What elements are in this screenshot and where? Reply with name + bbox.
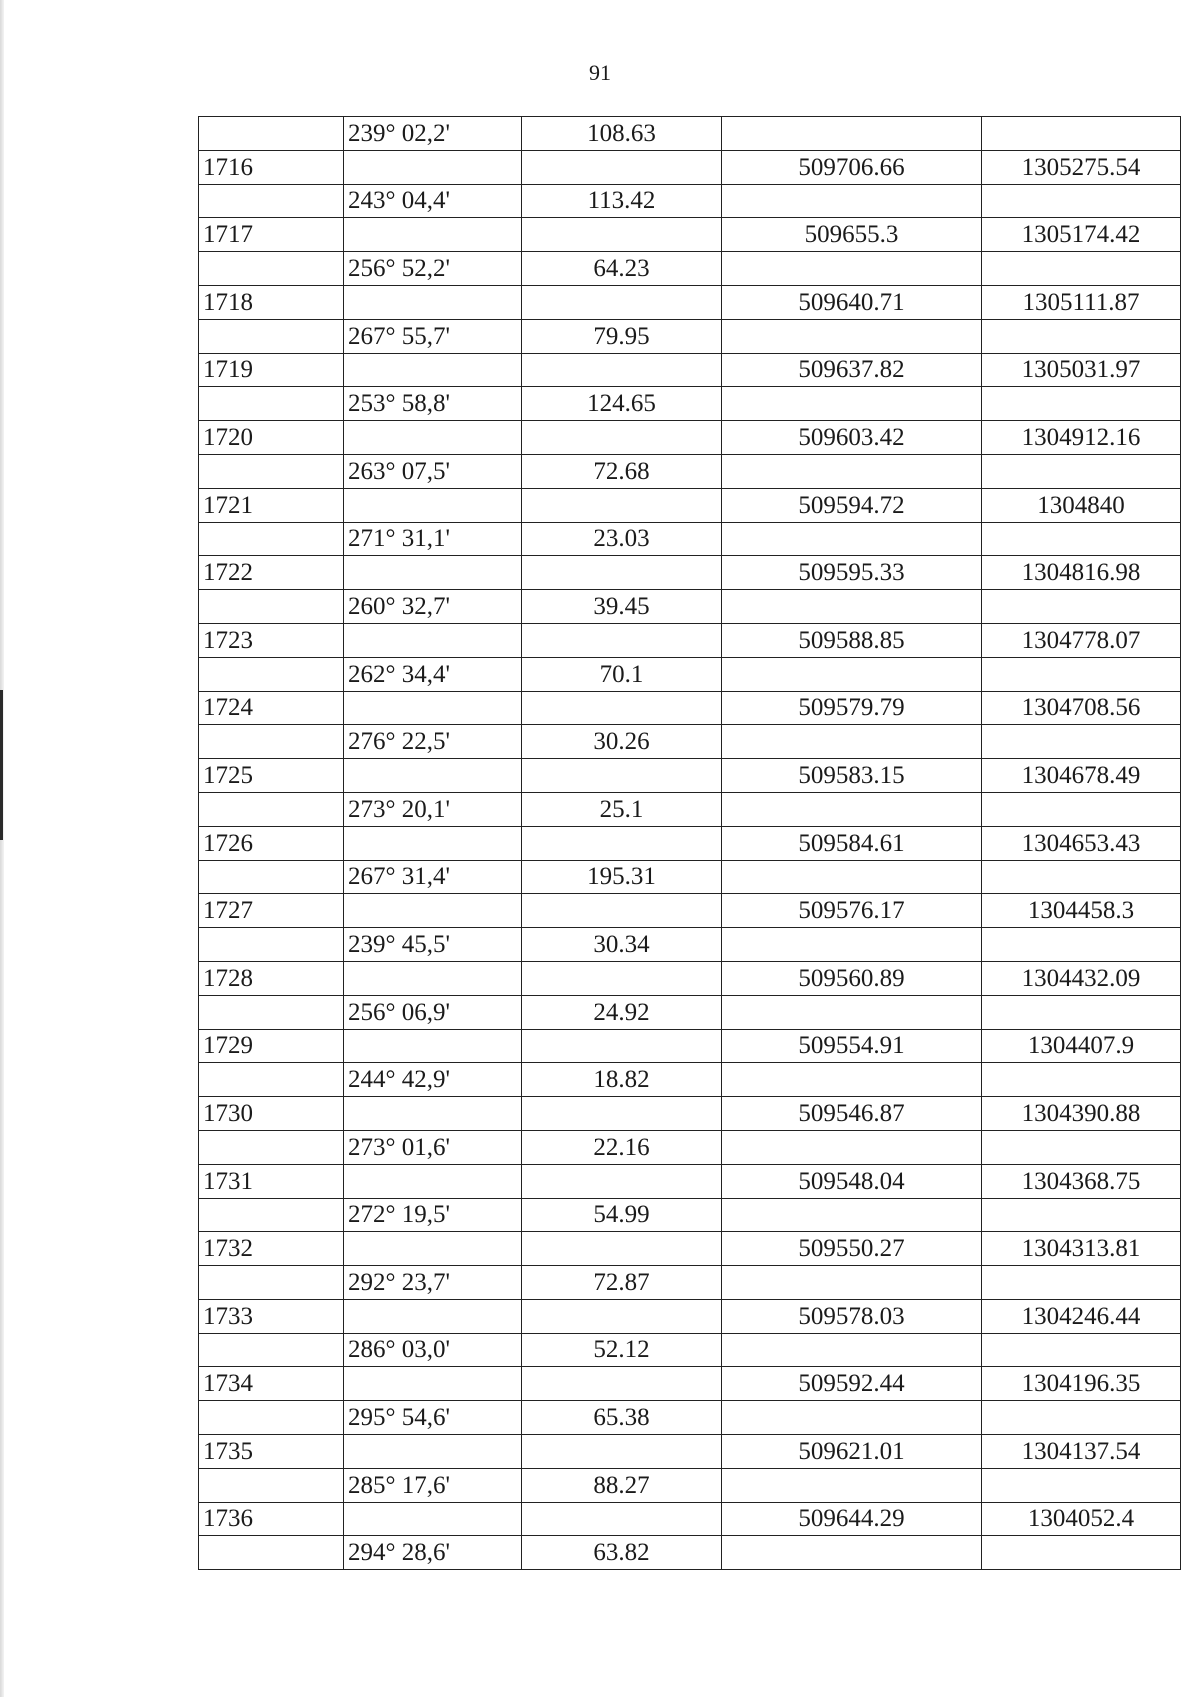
point-number-cell: 1730 — [199, 1097, 344, 1131]
table-row — [199, 1435, 1181, 1469]
direction-angle-cell — [344, 150, 522, 184]
direction-angle-cell — [344, 1232, 522, 1266]
x-coordinate-cell: 509640.71 — [722, 285, 982, 319]
x-coordinate-cell: 509579.79 — [722, 691, 982, 725]
direction-angle-cell — [344, 353, 522, 387]
table-row — [199, 657, 1181, 691]
direction-angle-cell — [344, 1164, 522, 1198]
y-coordinate-cell: 1304407.9 — [982, 1029, 1181, 1063]
point-number-cell — [199, 1468, 344, 1502]
distance-cell — [522, 1435, 722, 1469]
direction-angle-cell: 273° 20,1' — [344, 792, 522, 826]
table-row — [199, 285, 1181, 319]
distance-cell — [522, 623, 722, 657]
y-coordinate-cell — [982, 1401, 1181, 1435]
x-coordinate-cell — [722, 454, 982, 488]
y-coordinate-cell: 1304708.56 — [982, 691, 1181, 725]
direction-angle-cell: 272° 19,5' — [344, 1198, 522, 1232]
point-number-cell — [199, 590, 344, 624]
direction-angle-cell: 273° 01,6' — [344, 1130, 522, 1164]
direction-angle-cell: 276° 22,5' — [344, 725, 522, 759]
y-coordinate-cell — [982, 1063, 1181, 1097]
table-row — [199, 1367, 1181, 1401]
y-coordinate-cell: 1304137.54 — [982, 1435, 1181, 1469]
distance-cell — [522, 1299, 722, 1333]
page-number: 91 — [589, 60, 611, 85]
distance-cell: 22.16 — [522, 1130, 722, 1164]
x-coordinate-cell — [722, 1468, 982, 1502]
y-coordinate-cell — [982, 1198, 1181, 1232]
y-coordinate-cell — [982, 860, 1181, 894]
table-row — [199, 556, 1181, 590]
x-coordinate-cell — [722, 1130, 982, 1164]
direction-angle-cell: 256° 52,2' — [344, 252, 522, 286]
x-coordinate-cell: 509583.15 — [722, 759, 982, 793]
direction-angle-cell — [344, 1097, 522, 1131]
point-number-cell: 1722 — [199, 556, 344, 590]
distance-cell: 64.23 — [522, 252, 722, 286]
table-row — [199, 759, 1181, 793]
y-coordinate-cell: 1304816.98 — [982, 556, 1181, 590]
y-coordinate-cell — [982, 117, 1181, 151]
table-row — [199, 319, 1181, 353]
point-number-cell — [199, 252, 344, 286]
point-number-cell — [199, 454, 344, 488]
point-number-cell — [199, 1333, 344, 1367]
table-row — [199, 1299, 1181, 1333]
table-row — [199, 1164, 1181, 1198]
x-coordinate-cell — [722, 522, 982, 556]
direction-angle-cell: 256° 06,9' — [344, 995, 522, 1029]
distance-cell — [522, 894, 722, 928]
y-coordinate-cell: 1304432.09 — [982, 961, 1181, 995]
distance-cell — [522, 1097, 722, 1131]
x-coordinate-cell: 509603.42 — [722, 421, 982, 455]
point-number-cell: 1734 — [199, 1367, 344, 1401]
table-row — [199, 1502, 1181, 1536]
distance-cell: 25.1 — [522, 792, 722, 826]
x-coordinate-cell — [722, 319, 982, 353]
y-coordinate-cell: 1305031.97 — [982, 353, 1181, 387]
point-number-cell — [199, 995, 344, 1029]
point-number-cell: 1719 — [199, 353, 344, 387]
y-coordinate-cell: 1305111.87 — [982, 285, 1181, 319]
table-row — [199, 860, 1181, 894]
x-coordinate-cell — [722, 1333, 982, 1367]
direction-angle-cell: 267° 55,7' — [344, 319, 522, 353]
x-coordinate-cell: 509592.44 — [722, 1367, 982, 1401]
x-coordinate-cell: 509594.72 — [722, 488, 982, 522]
distance-cell: 195.31 — [522, 860, 722, 894]
point-number-cell: 1732 — [199, 1232, 344, 1266]
coordinates-table-body — [199, 117, 1181, 1570]
point-number-cell — [199, 319, 344, 353]
table-row — [199, 1232, 1181, 1266]
point-number-cell: 1728 — [199, 961, 344, 995]
direction-angle-cell — [344, 1029, 522, 1063]
distance-cell: 113.42 — [522, 184, 722, 218]
y-coordinate-cell — [982, 522, 1181, 556]
x-coordinate-cell: 509554.91 — [722, 1029, 982, 1063]
distance-cell — [522, 1164, 722, 1198]
point-number-cell: 1723 — [199, 623, 344, 657]
distance-cell: 72.68 — [522, 454, 722, 488]
y-coordinate-cell — [982, 1130, 1181, 1164]
direction-angle-cell — [344, 556, 522, 590]
table-row — [199, 623, 1181, 657]
distance-cell — [522, 1029, 722, 1063]
distance-cell: 79.95 — [522, 319, 722, 353]
distance-cell: 18.82 — [522, 1063, 722, 1097]
distance-cell — [522, 1367, 722, 1401]
point-number-cell — [199, 1266, 344, 1300]
x-coordinate-cell: 509644.29 — [722, 1502, 982, 1536]
x-coordinate-cell: 509584.61 — [722, 826, 982, 860]
point-number-cell — [199, 860, 344, 894]
distance-cell — [522, 218, 722, 252]
y-coordinate-cell — [982, 657, 1181, 691]
y-coordinate-cell — [982, 184, 1181, 218]
table-row — [199, 961, 1181, 995]
distance-cell: 30.26 — [522, 725, 722, 759]
direction-angle-cell — [344, 1367, 522, 1401]
x-coordinate-cell: 509550.27 — [722, 1232, 982, 1266]
distance-cell — [522, 1232, 722, 1266]
point-number-cell: 1727 — [199, 894, 344, 928]
y-coordinate-cell: 1304390.88 — [982, 1097, 1181, 1131]
y-coordinate-cell — [982, 792, 1181, 826]
distance-cell — [522, 826, 722, 860]
y-coordinate-cell — [982, 1333, 1181, 1367]
table-row — [199, 184, 1181, 218]
y-coordinate-cell: 1304840 — [982, 488, 1181, 522]
direction-angle-cell — [344, 1299, 522, 1333]
point-number-cell — [199, 1536, 344, 1570]
table-row — [199, 792, 1181, 826]
direction-angle-cell: 239° 45,5' — [344, 928, 522, 962]
table-row — [199, 995, 1181, 1029]
table-row — [199, 1266, 1181, 1300]
distance-cell — [522, 421, 722, 455]
x-coordinate-cell — [722, 995, 982, 1029]
direction-angle-cell: 263° 07,5' — [344, 454, 522, 488]
direction-angle-cell — [344, 691, 522, 725]
x-coordinate-cell: 509706.66 — [722, 150, 982, 184]
distance-cell — [522, 1502, 722, 1536]
x-coordinate-cell — [722, 928, 982, 962]
point-number-cell: 1733 — [199, 1299, 344, 1333]
point-number-cell — [199, 657, 344, 691]
point-number-cell — [199, 1063, 344, 1097]
x-coordinate-cell: 509546.87 — [722, 1097, 982, 1131]
table-row — [199, 150, 1181, 184]
distance-cell — [522, 353, 722, 387]
coordinates-table — [198, 116, 1181, 1570]
direction-angle-cell — [344, 488, 522, 522]
distance-cell — [522, 961, 722, 995]
x-coordinate-cell: 509560.89 — [722, 961, 982, 995]
table-row — [199, 252, 1181, 286]
y-coordinate-cell: 1304246.44 — [982, 1299, 1181, 1333]
direction-angle-cell — [344, 285, 522, 319]
table-row — [199, 826, 1181, 860]
table-row — [199, 353, 1181, 387]
x-coordinate-cell — [722, 725, 982, 759]
y-coordinate-cell — [982, 319, 1181, 353]
y-coordinate-cell: 1304678.49 — [982, 759, 1181, 793]
distance-cell — [522, 759, 722, 793]
direction-angle-cell — [344, 759, 522, 793]
distance-cell: 23.03 — [522, 522, 722, 556]
direction-angle-cell: 243° 04,4' — [344, 184, 522, 218]
y-coordinate-cell: 1304052.4 — [982, 1502, 1181, 1536]
direction-angle-cell: 239° 02,2' — [344, 117, 522, 151]
x-coordinate-cell — [722, 590, 982, 624]
direction-angle-cell — [344, 894, 522, 928]
point-number-cell: 1717 — [199, 218, 344, 252]
y-coordinate-cell: 1304458.3 — [982, 894, 1181, 928]
direction-angle-cell: 295° 54,6' — [344, 1401, 522, 1435]
table-row — [199, 117, 1181, 151]
x-coordinate-cell: 509578.03 — [722, 1299, 982, 1333]
table-row — [199, 387, 1181, 421]
y-coordinate-cell — [982, 1266, 1181, 1300]
point-number-cell — [199, 1401, 344, 1435]
y-coordinate-cell: 1305174.42 — [982, 218, 1181, 252]
direction-angle-cell: 285° 17,6' — [344, 1468, 522, 1502]
point-number-cell: 1716 — [199, 150, 344, 184]
table-row — [199, 590, 1181, 624]
direction-angle-cell: 294° 28,6' — [344, 1536, 522, 1570]
direction-angle-cell: 260° 32,7' — [344, 590, 522, 624]
direction-angle-cell — [344, 421, 522, 455]
point-number-cell: 1724 — [199, 691, 344, 725]
distance-cell — [522, 150, 722, 184]
table-row — [199, 1198, 1181, 1232]
x-coordinate-cell — [722, 792, 982, 826]
direction-angle-cell: 267° 31,4' — [344, 860, 522, 894]
y-coordinate-cell: 1305275.54 — [982, 150, 1181, 184]
x-coordinate-cell — [722, 1401, 982, 1435]
y-coordinate-cell — [982, 454, 1181, 488]
direction-angle-cell — [344, 961, 522, 995]
direction-angle-cell — [344, 826, 522, 860]
distance-cell: 124.65 — [522, 387, 722, 421]
x-coordinate-cell — [722, 1536, 982, 1570]
x-coordinate-cell — [722, 1266, 982, 1300]
direction-angle-cell: 292° 23,7' — [344, 1266, 522, 1300]
direction-angle-cell — [344, 623, 522, 657]
direction-angle-cell — [344, 218, 522, 252]
table-row — [199, 894, 1181, 928]
table-row — [199, 1063, 1181, 1097]
distance-cell: 88.27 — [522, 1468, 722, 1502]
direction-angle-cell: 253° 58,8' — [344, 387, 522, 421]
point-number-cell — [199, 792, 344, 826]
x-coordinate-cell — [722, 117, 982, 151]
x-coordinate-cell: 509588.85 — [722, 623, 982, 657]
point-number-cell — [199, 725, 344, 759]
table-row — [199, 691, 1181, 725]
point-number-cell — [199, 387, 344, 421]
point-number-cell — [199, 117, 344, 151]
scan-edge — [0, 0, 4, 1697]
table-row — [199, 522, 1181, 556]
point-number-cell — [199, 1130, 344, 1164]
table-row — [199, 488, 1181, 522]
distance-cell — [522, 691, 722, 725]
x-coordinate-cell — [722, 184, 982, 218]
y-coordinate-cell — [982, 252, 1181, 286]
x-coordinate-cell: 509621.01 — [722, 1435, 982, 1469]
point-number-cell: 1729 — [199, 1029, 344, 1063]
y-coordinate-cell — [982, 725, 1181, 759]
point-number-cell: 1731 — [199, 1164, 344, 1198]
distance-cell: 70.1 — [522, 657, 722, 691]
point-number-cell — [199, 1198, 344, 1232]
x-coordinate-cell — [722, 657, 982, 691]
point-number-cell: 1721 — [199, 488, 344, 522]
point-number-cell — [199, 184, 344, 218]
distance-cell — [522, 556, 722, 590]
y-coordinate-cell: 1304778.07 — [982, 623, 1181, 657]
y-coordinate-cell: 1304313.81 — [982, 1232, 1181, 1266]
distance-cell: 65.38 — [522, 1401, 722, 1435]
table-row — [199, 1468, 1181, 1502]
distance-cell: 54.99 — [522, 1198, 722, 1232]
table-row — [199, 1029, 1181, 1063]
table-row — [199, 725, 1181, 759]
y-coordinate-cell — [982, 387, 1181, 421]
x-coordinate-cell — [722, 860, 982, 894]
y-coordinate-cell — [982, 1536, 1181, 1570]
distance-cell: 30.34 — [522, 928, 722, 962]
point-number-cell: 1720 — [199, 421, 344, 455]
y-coordinate-cell: 1304196.35 — [982, 1367, 1181, 1401]
direction-angle-cell: 286° 03,0' — [344, 1333, 522, 1367]
direction-angle-cell: 244° 42,9' — [344, 1063, 522, 1097]
table-row — [199, 1401, 1181, 1435]
table-row — [199, 218, 1181, 252]
direction-angle-cell: 262° 34,4' — [344, 657, 522, 691]
table-row — [199, 454, 1181, 488]
direction-angle-cell — [344, 1435, 522, 1469]
x-coordinate-cell: 509576.17 — [722, 894, 982, 928]
x-coordinate-cell: 509548.04 — [722, 1164, 982, 1198]
point-number-cell: 1718 — [199, 285, 344, 319]
distance-cell: 72.87 — [522, 1266, 722, 1300]
distance-cell: 24.92 — [522, 995, 722, 1029]
point-number-cell — [199, 522, 344, 556]
table-row — [199, 1536, 1181, 1570]
table-row — [199, 1333, 1181, 1367]
point-number-cell: 1726 — [199, 826, 344, 860]
point-number-cell: 1736 — [199, 1502, 344, 1536]
y-coordinate-cell: 1304368.75 — [982, 1164, 1181, 1198]
x-coordinate-cell — [722, 252, 982, 286]
distance-cell — [522, 488, 722, 522]
y-coordinate-cell: 1304912.16 — [982, 421, 1181, 455]
table-row — [199, 1130, 1181, 1164]
x-coordinate-cell — [722, 387, 982, 421]
point-number-cell — [199, 928, 344, 962]
y-coordinate-cell — [982, 928, 1181, 962]
x-coordinate-cell — [722, 1198, 982, 1232]
y-coordinate-cell: 1304653.43 — [982, 826, 1181, 860]
table-row — [199, 421, 1181, 455]
distance-cell: 63.82 — [522, 1536, 722, 1570]
x-coordinate-cell: 509637.82 — [722, 353, 982, 387]
point-number-cell: 1735 — [199, 1435, 344, 1469]
distance-cell — [522, 285, 722, 319]
table-row — [199, 928, 1181, 962]
distance-cell: 39.45 — [522, 590, 722, 624]
table-row — [199, 1097, 1181, 1131]
x-coordinate-cell: 509595.33 — [722, 556, 982, 590]
distance-cell: 52.12 — [522, 1333, 722, 1367]
x-coordinate-cell — [722, 1063, 982, 1097]
scan-mark — [0, 690, 3, 840]
distance-cell: 108.63 — [522, 117, 722, 151]
y-coordinate-cell — [982, 995, 1181, 1029]
direction-angle-cell — [344, 1502, 522, 1536]
y-coordinate-cell — [982, 1468, 1181, 1502]
point-number-cell: 1725 — [199, 759, 344, 793]
y-coordinate-cell — [982, 590, 1181, 624]
x-coordinate-cell: 509655.3 — [722, 218, 982, 252]
direction-angle-cell: 271° 31,1' — [344, 522, 522, 556]
